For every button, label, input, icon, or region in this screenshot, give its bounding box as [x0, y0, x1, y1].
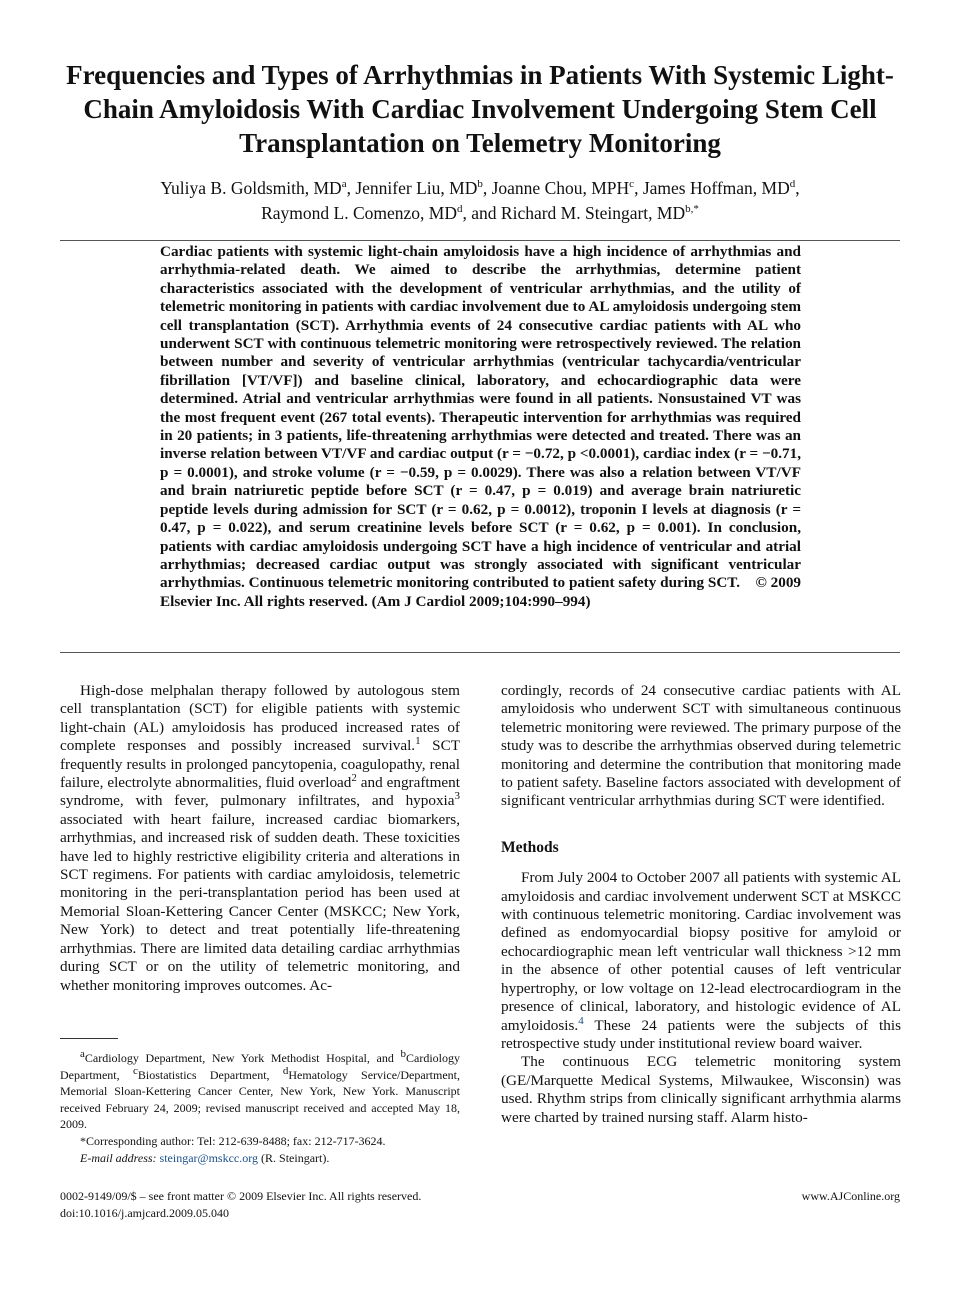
author-name: Raymond L. Comenzo, MD — [261, 203, 457, 223]
email-label: E-mail address: — [80, 1150, 157, 1165]
left-column — [60, 682, 460, 995]
footer-left — [60, 1188, 421, 1221]
intro-text-3: and engraftment syndrome, with fever, pulmonary infiltrates, and hypoxia — [60, 774, 460, 810]
journal-website[interactable]: www.AJConline.org — [801, 1189, 900, 1203]
abstract-top-rule — [60, 240, 900, 241]
methods-paragraph-1 — [501, 869, 901, 1053]
intro-continuation: cordingly, records of 24 consecutive cardiac patients with AL amyloidosis who underwent SCT with simultaneous continuous telemetric monitoring were reviewed. The primary purpose of the study was to describe the arrhythmias observed during telemetric monitoring and determine the contribution that monitoring made to patient safety. Baseline factors associated with development of significant ventricular arrhythmias during SCT were identified. — [501, 682, 901, 810]
abstract-bottom-rule — [60, 652, 900, 653]
methods-text-1: From July 2004 to October 2007 all patients with systemic AL amyloidosis and cardiac involvement underwent SCT at MSKCC with continuous telemetric monitoring. Cardiac involvement was defined as endomyocardial biopsy positive for amyloid or echocardiographic mean left ventricular wall thickness >12 mm in the absence of other potential causes of left ventricular hypertrophy, or low voltage on 12-lead electrocardiogram in the presence of clinical, laboratory, and histologic evidence of AL amyloidosis. — [501, 869, 901, 1034]
issn-line: 0002-9149/09/$ – see front matter © 2009 Elsevier Inc. All rights reserved. — [60, 1189, 422, 1203]
author-separator: , — [346, 178, 356, 198]
corresponding-author: *Corresponding author: Tel: 212-639-8488; fax: 212-717-3624. — [80, 1133, 386, 1148]
author-name: Joanne Chou, MPH — [491, 178, 630, 198]
author-separator: , — [795, 178, 800, 198]
reference-1[interactable]: 1 — [415, 735, 421, 748]
author-separator: , — [482, 178, 492, 198]
right-column — [501, 682, 901, 1127]
author-list — [60, 176, 900, 226]
abstract — [160, 243, 801, 611]
author-separator: , — [634, 178, 643, 198]
author-affiliation-mark: d — [789, 178, 796, 191]
email-line — [60, 1150, 460, 1167]
reference-3[interactable]: 3 — [454, 790, 460, 803]
aff-a: Cardiology Department, New York Methodist Hospital, and — [84, 1051, 401, 1065]
footnote-rule — [60, 1038, 118, 1039]
author-affiliation-mark: b,* — [685, 203, 699, 216]
methods-text-2: These 24 patients were the subjects of this retrospective study under institutional review board waiver. — [501, 1016, 901, 1052]
abstract-copyright: © 2009 Elsevier Inc. All rights reserved. (Am J Cardiol 2009;104:990–994) — [160, 574, 802, 610]
aff-c-label: c — [132, 1064, 138, 1077]
author-separator: , and — [462, 203, 501, 223]
intro-text-2: SCT frequently results in prolonged pancytopenia, coagulopathy, renal failure, electrolyte abnormalities, fluid overload — [60, 737, 460, 792]
reference-4[interactable]: 4 — [578, 1014, 584, 1027]
author-name: James Hoffman, MD — [642, 178, 790, 198]
aff-a-label: a — [80, 1048, 85, 1060]
aff-c: Biostatistics Department, — [137, 1067, 283, 1082]
methods-heading: Methods — [501, 838, 559, 856]
author-affiliation-mark: c — [629, 178, 635, 191]
methods-paragraph-2: The continuous ECG telemetric monitoring system (GE/Marquette Medical Systems, Milwaukee, Wisconsin) was used. Rhythm strips from clinically significant arrhythmia alarms were charted by trained nursing staff. Alarm histo- — [501, 1053, 901, 1126]
footnotes — [60, 1050, 460, 1166]
reference-2[interactable]: 2 — [351, 771, 357, 784]
intro-paragraph — [60, 682, 460, 995]
aff-b-label: b — [400, 1048, 406, 1060]
intro-text-1: High-dose melphalan therapy followed by autologous stem cell transplantation (SCT) for eligible patients with systemic light-chain (AL) amyloidosis has produced increased rates of complete responses and possibly increased survival. — [60, 682, 460, 755]
author-name: Yuliya B. Goldsmith, MD — [160, 178, 342, 198]
author-affiliation-mark: a — [341, 178, 347, 191]
aff-d-label: d — [282, 1064, 289, 1077]
aff-d: Hematology Service/Department, Memorial Sloan-Kettering Cancer Center, New York, New York. Manuscript received February 24, 2009; revised manuscript received and accepted May 18, 2009. — [60, 1067, 460, 1132]
author-affiliation-mark: d — [457, 203, 463, 216]
aff-b: Cardiology Department, — [60, 1051, 460, 1082]
author-affiliation-mark: b — [477, 178, 483, 191]
email-suffix: (R. Steingart). — [258, 1150, 330, 1165]
affiliations — [60, 1050, 460, 1133]
abstract-text: Cardiac patients with systemic light-chain amyloidosis have a high incidence of arrhythmias and arrhythmia-related death. We aimed to describe the arrhythmias, determine patient characteristics associated with the development of ventricular arrhythmias, and the utility of telemetric monitoring in patients with cardiac involvement due to AL amyloidosis undergoing stem cell transplantation (SCT). Arrhythmia events of 24 consecutive cardiac patients with AL who underwent SCT with continuous telemetric monitoring were retrospectively reviewed. The relation between number and severity of ventricular arrhythmias (ventricular tachycardia/ventricular fibrillation [VT/VF]) and baseline clinical, laboratory, and echocardiographic data were determined. Atrial and ventricular arrhythmias were found in all patients. Nonsustained VT was the most frequent event (267 total events). Therapeutic intervention for arrhythmias was required in 20 patients; in 3 patients, life-threatening arrhythmias were detected and treated. There was an inverse relation between VT/VF and cardiac output (r = −0.72, p <0.0001), cardiac index (r = −0.71, p = 0.0001), and stroke volume (r = −0.59, p = 0.0029). There was also a relation between VT/VF and brain natriuretic peptide before SCT (r = 0.47, p = 0.019) and average brain natriuretic peptide levels during admission for SCT (r = 0.62, p = 0.0012), troponin I levels at diagnosis (r = 0.47, p = 0.022), and serum creatinine levels before SCT (r = 0.62, p = 0.001). In conclusion, patients with cardiac amyloidosis undergoing SCT have a high incidence of ventricular and atrial arrhythmias; decreased cardiac output was strongly associated with significant ventricular arrhythmias. Continuous telemetric monitoring contributed to patient safety during SCT. — [160, 243, 801, 592]
email-link[interactable]: steingar@mskcc.org — [159, 1150, 259, 1165]
intro-text-4: associated with heart failure, increased cardiac biomarkers, arrhythmias, and increased risk of sudden death. These toxicities have led to highly restrictive eligibility criteria and alterations in SCT regimens. For patients with cardiac amyloidosis, telemetric monitoring in the peri-transplantation period has been used at Memorial Sloan-Kettering Cancer Center (MSKCC; New York, New York) to detect and treat potentially life-threatening arrhythmias. There are limited data detailing cardiac arrhythmias during SCT or on the utility of telemetric monitoring, and whether monitoring improves outcomes. Ac- — [60, 810, 460, 994]
doi-line[interactable]: doi:10.1016/j.amjcard.2009.05.040 — [60, 1205, 229, 1220]
author-name: Richard M. Steingart, MD — [500, 203, 686, 223]
article-title: Frequencies and Types of Arrhythmias in Patients With Systemic Light-Chain Amyloidosis With Cardiac Involvement Undergoing Stem Cell Transplantation on Telemetry Monitoring — [66, 60, 894, 158]
author-name: Jennifer Liu, MD — [355, 178, 478, 198]
